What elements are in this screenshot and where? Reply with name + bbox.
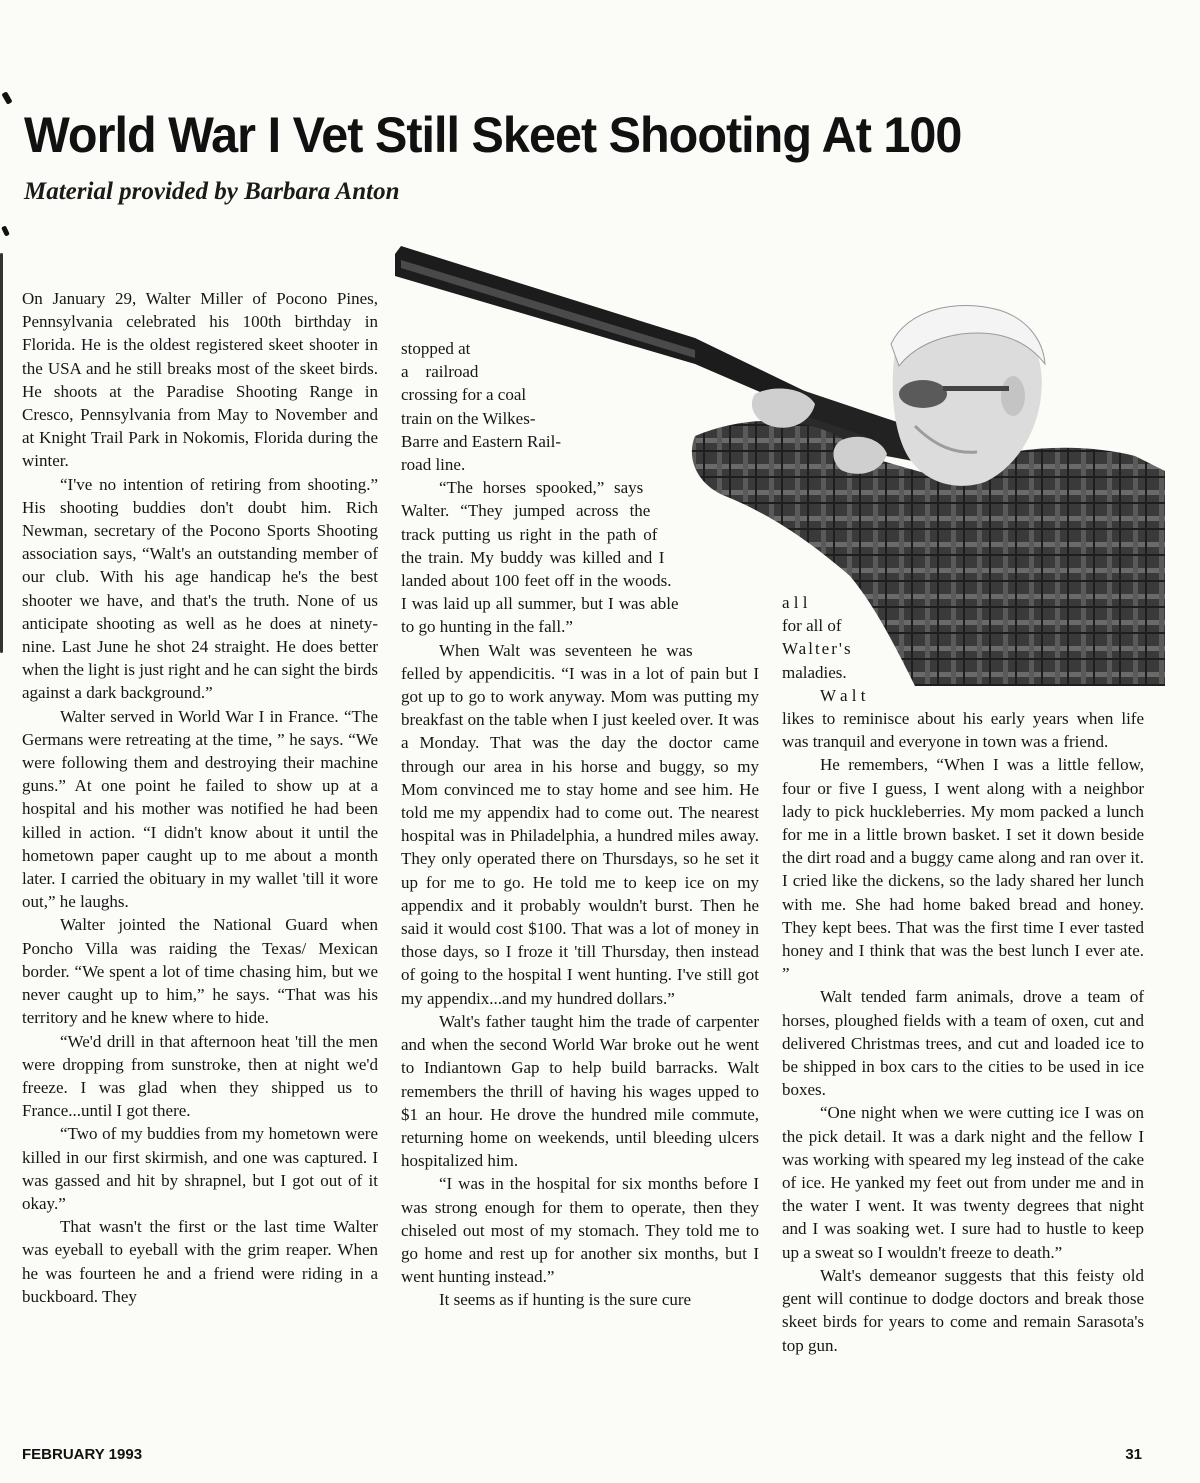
wrapped-line: Barre and Eastern Rail- — [401, 431, 562, 451]
paragraph: On January 29, Walter Miller of Pocono Pines, Pennsylvania celebrated his 100th birthday in Florida. He is the oldest registered skeet shooter in the USA and he still breaks most of the skeet birds. He shoots at the Paradise Shooting Range in Cresco, Pennsylvania from May to November and at Knight Trail Park in Nokomis, Florida during the winter. — [22, 289, 378, 471]
issue-date: FEBRUARY 1993 — [22, 1446, 143, 1463]
paragraph: It seems as if hunting is the sure cure — [439, 1290, 692, 1310]
article-column-2 — [401, 337, 759, 1312]
wrapped-line: stopped at — [401, 339, 471, 358]
paragraph: That wasn't the first or the last time Walter was eyeball to eyeball with the grim reaper. When he was fourteen he and a friend were riding in a buckboard. They — [22, 1217, 378, 1306]
wrapped-line: for all of — [782, 616, 842, 636]
wrapped-line: W a l t — [820, 685, 866, 705]
byline: Material provided by Barbara Anton — [24, 178, 400, 205]
paragraph: likes to reminisce about his early years when life was tranquil and everyone in town was a friend. — [782, 709, 1144, 752]
paragraph: Walt's father taught him the trade of carpenter and when the second World War broke out he went to Indiantown Gap to help build barracks. Walt remembers the thrill of having his wages upped to $1 an hour. He drove the hundred mile commute, returning home on weekends, until bleeding ulcers hospitalized him. — [401, 1011, 759, 1171]
paragraph: Walt tended farm animals, drove a team of horses, ploughed fields with a team of oxen, cut and delivered Christmas trees, and cut and loaded ice to be shipped in box cars to the cities to be used in ice boxes. — [782, 987, 1144, 1100]
wrapped-line: road line. — [401, 455, 466, 475]
wrapped-line: a railroad — [401, 362, 479, 382]
scan-mark — [1, 91, 12, 104]
wrapped-line: train on the Wilkes- — [401, 408, 536, 428]
paragraph: “One night when we were cutting ice I was on the pick detail. It was a dark night and the fellow I was working with speared my leg instead of the cake of ice. He yanked my feet out from under me and in the water I went. It was twenty degrees that night and I was soaking wet. I sure had to hustle to keep up a sweat so I wouldn't freeze to death.” — [782, 1103, 1144, 1262]
paragraph: “I've no intention of retiring from shooting.” His shooting buddies don't doubt him. Rich Newman, secretary of the Pocono Sports Shooting association says, “Walt's an outstanding member of our club. With his age handicap he's the best shooter we have, and that's the truth. None of us anticipate shooting as well as he does at ninety-nine. Last June he shot 24 straight. He does better when the light is just right and he can sight the birds against a dark background.” — [22, 474, 378, 703]
paragraph: “We'd drill in that afternoon heat 'till the men were dropping from sunstroke, then at night we'd freeze. I was glad when they shipped us to France...until I got there. — [22, 1031, 378, 1121]
paragraph: Walt's demeanor suggests that this feisty old gent will continue to dodge doctors and break those skeet birds for years to come and remain Sarasota's top gun. — [782, 1265, 1144, 1355]
wrapped-line: maladies. — [782, 662, 847, 682]
article-column-3 — [782, 591, 1144, 1357]
paragraph: Walter jointed the National Guard when Poncho Villa was raiding the Texas/ Mexican border. “We spent a lot of time chasing him, but we never caught up to him,” he says. “That was his territory and he knew where to hide. — [22, 915, 378, 1028]
wrapped-line: a l l — [782, 593, 808, 612]
paragraph: “Two of my buddies from my hometown were killed in our first skirmish, and one was captured. I was gassed and hit by shrapnel, but I got out of it okay.” — [22, 1124, 378, 1213]
headline: World War I Vet Still Skeet Shooting At 100 — [24, 107, 962, 163]
article-column-1 — [22, 287, 378, 1308]
wrapped-line: crossing for a coal — [401, 385, 527, 405]
scan-mark — [1, 225, 10, 236]
page-number: 31 — [1125, 1446, 1142, 1463]
paragraph: Walter served in World War I in France. “The Germans were retreating at the time, ” he says. “We were following them and destroying their machine guns.” At one point he failed to show up at a hospital and his mother was notified he had been killed in action. “I didn't know about it until the hometown paper caught up to me about a month later. I carried the obituary in my wallet 'till it wore out,” he laughs. — [22, 706, 378, 912]
paragraph: He remembers, “When I was a little fellow, four or five I guess, I went along with a neighbor lady to pick huckleberries. My mom packed a lunch for me in a little brown basket. I set it down beside the dirt road and a buggy came along and ran over it. I cried like the dickens, so the lady shared her lunch with me. She had home baked bread and honey. They kept bees. That was the first time I ever tasted honey and I think that was the best lunch I ever ate. ” — [782, 755, 1144, 984]
wrapped-line: Walter's — [782, 639, 853, 659]
paragraph: “I was in the hospital for six months before I was strong enough for them to operate, then they chiseled out most of my stomach. They told me to go home and rest up for another six months, but I went hunting instead.” — [401, 1174, 759, 1287]
paragraph: When Walt was seventeen he was felled by appendicitis. “I was in a lot of pain but I got up to go to work anyway. Mom was putting my breakfast on the table when I just keeled over. It was a Monday. That was the day the doctor came through our area in his horse and buggy, so my Mom convinced me to stay home and see him. He told me my appendix had to come out. The nearest hospital was in Philadelphia, a hundred miles away. They only operated there on Thursdays, so he set it up for me to go. He told me to keep ice on my appendix and it probably wouldn't burst. Then he said it would cost $100. That was a lot of money in those days, so I froze it 'till Thursday, then instead of going to the hospital I went hunting. I've still got my appendix...and my hundred dollars.” — [401, 640, 759, 1008]
scan-mark — [0, 253, 3, 653]
paragraph: “The horses spooked,” says Walter. “They jumped across the track putting us right in the path of the train. My buddy was killed and I landed about 100 feet off in the woods. I was laid up all summer, but I was able to go hunting in the fall.” — [401, 478, 679, 637]
